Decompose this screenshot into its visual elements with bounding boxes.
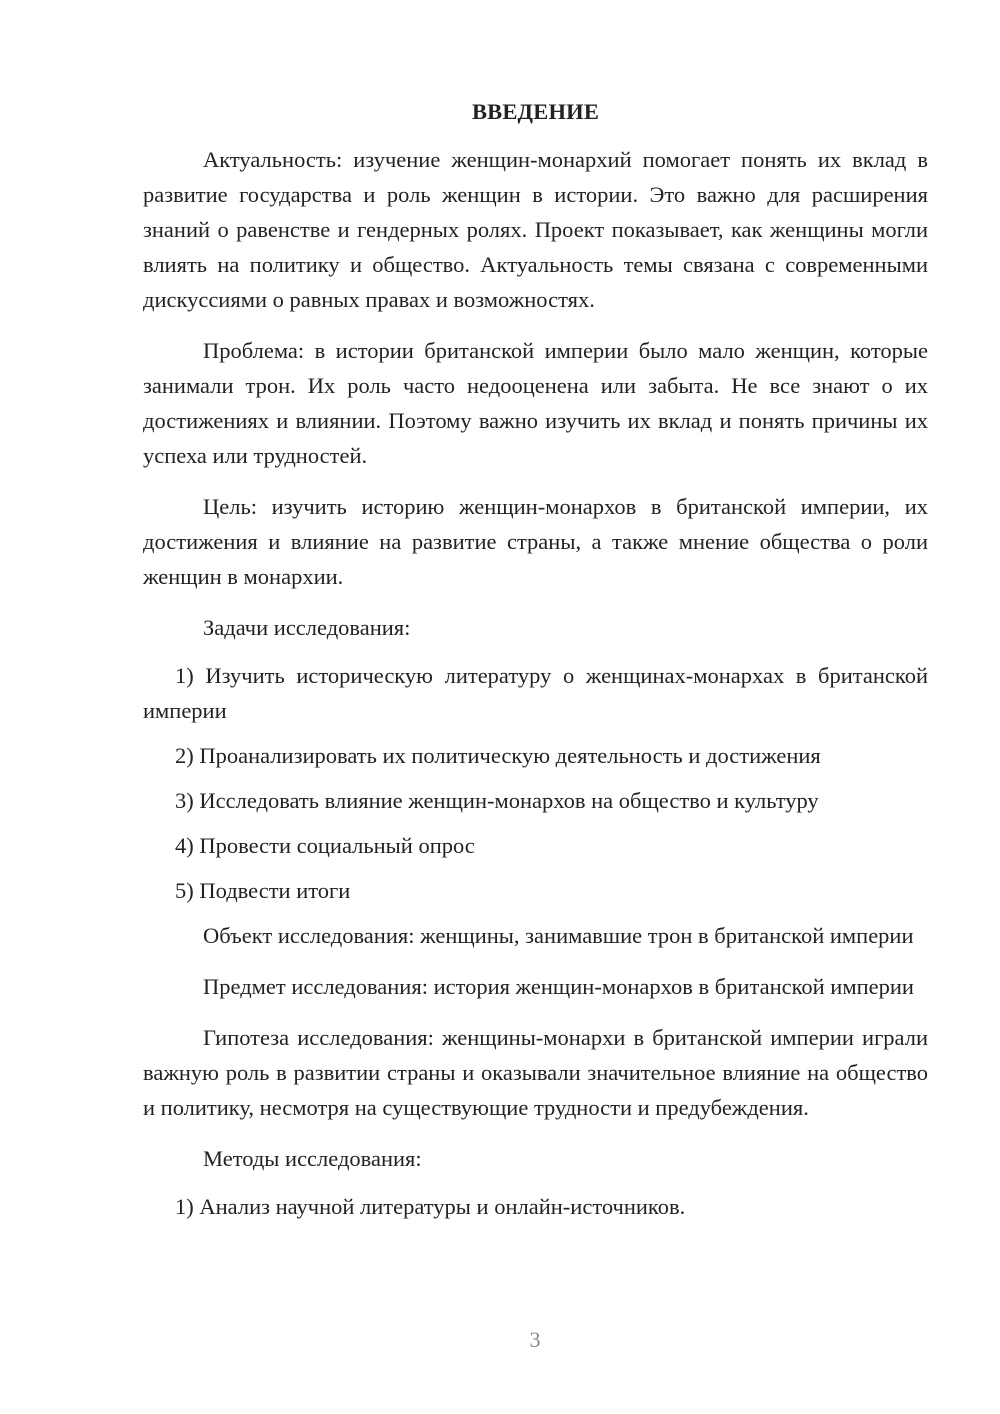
- task-item-1: 1) Изучить историческую литературу о женщинах-монархах в британской империи: [143, 663, 928, 723]
- task-item-3: 3) Исследовать влияние женщин-монархов на общество и культуру: [175, 788, 819, 813]
- problem-paragraph: Проблема: в истории британской империи было мало женщин, которые занимали трон. Их роль часто недооценена или забыта. Не все знают о их достижениях и влиянии. Поэтому важно изучить их вклад и понять причины их успеха или трудностей.: [143, 338, 928, 468]
- methods-list: [143, 1189, 928, 1224]
- tasks-list: [143, 658, 928, 908]
- task-item-2: 2) Проанализировать их политическую деятельность и достижения: [175, 743, 821, 768]
- page-number: 3: [529, 1327, 541, 1352]
- method-item-1: 1) Анализ научной литературы и онлайн-источников.: [175, 1194, 686, 1219]
- relevance-paragraph: Актуальность: изучение женщин-монархий помогает понять их вклад в развитие государства и роль женщин в истории. Это важно для расширения знаний о равенстве и гендерных ролях. Проект показывает, как женщины могли влиять на политику и общество. Актуальность темы связана с современными дискуссиями о равных правах и возможностях.: [143, 147, 928, 312]
- subject-paragraph: Предмет исследования: история женщин-монархов в британской империи: [203, 974, 914, 999]
- goal-paragraph: Цель: изучить историю женщин-монархов в британской империи, их достижения и влияние на развитие страны, а также мнение общества о роли женщин в монархии.: [143, 494, 928, 589]
- hypothesis-paragraph: Гипотеза исследования: женщины-монархи в британской империи играли важную роль в развитии страны и оказывали значительное влияние на общество и политику, несмотря на существующие трудности и предубеждения.: [143, 1025, 928, 1120]
- methods-heading: Методы исследования:: [203, 1146, 422, 1171]
- document-page: [143, 94, 928, 1234]
- section-title: ВВЕДЕНИЕ: [471, 99, 600, 124]
- task-item-4: 4) Провести социальный опрос: [175, 833, 475, 858]
- object-paragraph: Объект исследования: женщины, занимавшие трон в британской империи: [203, 923, 914, 948]
- tasks-heading: Задачи исследования:: [203, 615, 411, 640]
- task-item-5: 5) Подвести итоги: [175, 878, 351, 903]
